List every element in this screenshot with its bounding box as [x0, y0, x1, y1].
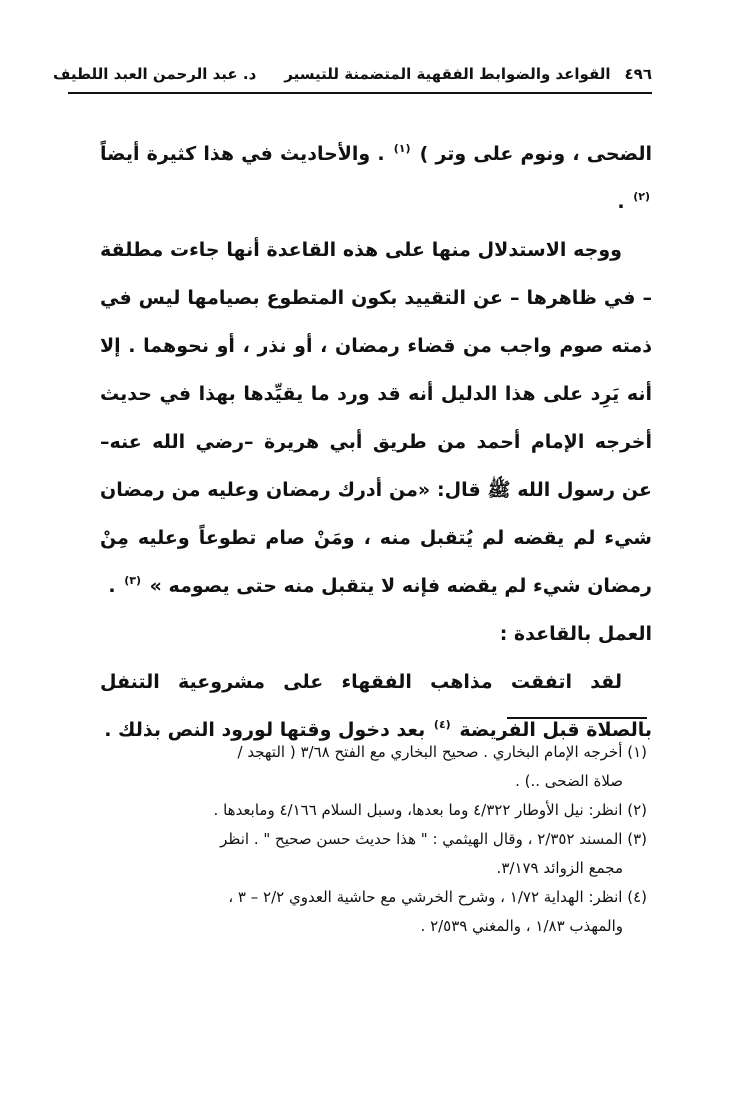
section-heading: العمل بالقاعدة : [499, 623, 652, 645]
running-header [52, 58, 652, 90]
footnote-1 [100, 738, 647, 796]
footnote-4-line-1: (٤) انظر: الهداية ١/٧٢ ، وشرح الخرشي مع حاشية العدوي ٢/٢ – ٣ ، [228, 888, 647, 906]
paragraph-1-part-c: . [617, 191, 625, 213]
footnote-divider [507, 717, 647, 719]
footnote-4-line-2: والمهذب ١/٨٣ ، والمغني ٢/٥٣٩ . [420, 917, 623, 935]
page-number: ٤٩٦ [624, 65, 652, 83]
paragraph-1-part-b: . والأحاديث في هذا كثيرة أيضاً [100, 143, 385, 165]
book-title: القواعد والضوابط الفقهية المتضمنة للتيسير [284, 65, 611, 83]
paragraph-3-part-a: لقد اتفقت مذاهب الفقهاء على مشروعية التنفل بالصلاة قبل الفريضة [100, 671, 652, 741]
main-text [100, 130, 652, 754]
paragraph-2-text: ووجه الاستدلال منها على هذه القاعدة أنها جاءت مطلقة – في ظاهرها – عن التقييد بكون المتطوع بصيامها ليس في ذمته صوم واجب من قضاء رمضان ، أو نذر ، أو نحوهما . إلا أنه يَرِد على هذا الدليل أنه قد ورد ما يقيِّدها بهذا في حديث أخرجه الإمام أحمد من طريق أبي هريرة –رضي الله عنه– عن رسول الله ﷺ قال: «من أدرك رمضان وعليه من رمضان شيء لم يقضه لم يُتقبل منه ، ومَنْ صام تطوعاً وعليه مِنْ رمضان شيء لم يقضه فإنه لا يتقبل منه حتى يصومه » [100, 239, 652, 597]
footnote-ref-3: (٣) [124, 574, 142, 587]
paragraph-2 [100, 226, 652, 610]
footnote-2 [100, 796, 647, 825]
footnote-ref-1: (١) [393, 142, 411, 155]
header-divider [68, 92, 652, 94]
footnote-4 [100, 883, 647, 941]
footnote-2-line-1: (٢) انظر: نيل الأوطار ٤/٣٢٢ وما بعدها، وسبل السلام ٤/١٦٦ ومابعدها . [213, 801, 647, 819]
author-name: د. عبد الرحمن العبد اللطيف [52, 65, 257, 83]
footnote-3-line-1: (٣) المسند ٢/٣٥٢ ، وقال الهيثمي : " هذا حديث حسن صحيح " . انظر [220, 830, 647, 848]
paragraph-1 [100, 130, 652, 226]
footnote-3 [100, 825, 647, 883]
footnote-ref-2: (٢) [633, 190, 650, 203]
footnote-3-line-2: مجمع الزوائد ٣/١٧٩. [496, 859, 623, 877]
footnotes [100, 738, 647, 941]
footnote-1-line-1: (١) أخرجه الإمام البخاري . صحيح البخاري مع الفتح ٣/٦٨ ( التهجد / [237, 743, 647, 761]
paragraph-3-part-b: بعد دخول وقتها لورود النص بذلك . [104, 719, 426, 741]
paragraph-1-part-a: الضحى ، ونوم على وتر ) [419, 143, 652, 165]
paragraph-2-end: . [108, 575, 116, 597]
footnote-ref-4: (٤) [433, 718, 451, 731]
footnote-1-line-2: صلاة الضحى ..) . [515, 772, 623, 790]
